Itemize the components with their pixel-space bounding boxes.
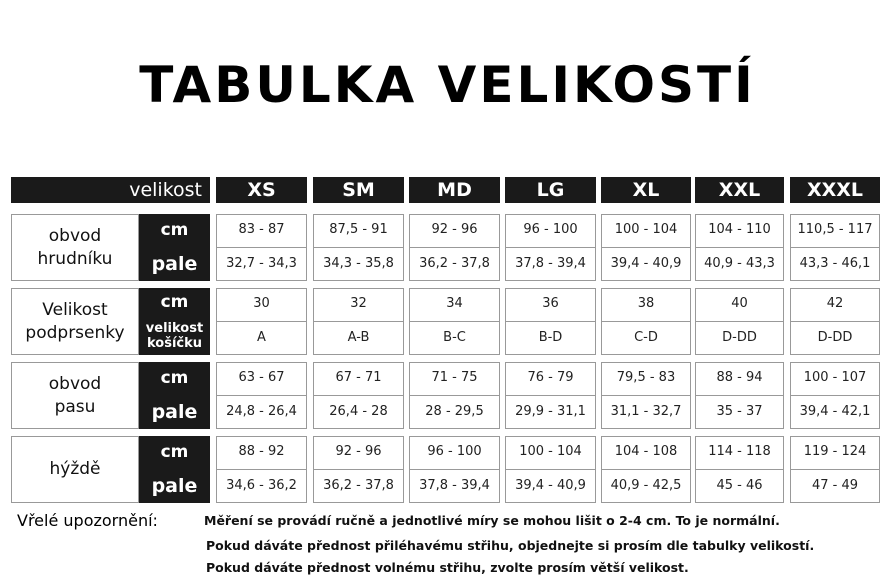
unit-label: cm <box>160 220 189 241</box>
unit-label: cm <box>160 292 189 313</box>
value-top: 119 - 124 <box>803 444 867 459</box>
cell-divider <box>217 247 306 248</box>
cell-divider <box>506 321 595 322</box>
value-bottom: 37,8 - 39,4 <box>515 256 586 271</box>
value-top: 88 - 92 <box>238 444 285 459</box>
note-line-3: Pokud dáváte přednost volnému střihu, zvolte prosím větší velikost. <box>206 560 689 575</box>
value-bottom: D-DD <box>722 330 757 345</box>
row-label <box>11 362 139 429</box>
value-bottom: 34,3 - 35,8 <box>323 256 394 271</box>
value-top: 40 <box>731 296 748 311</box>
unit-label: pale <box>151 474 198 497</box>
value-bottom: 37,8 - 39,4 <box>419 478 490 493</box>
value-top: 92 - 96 <box>335 444 382 459</box>
cell-divider <box>791 395 879 396</box>
value-cell <box>505 436 596 503</box>
value-cell <box>409 436 500 503</box>
value-cell <box>505 288 596 355</box>
cell-divider <box>506 469 595 470</box>
value-cell <box>695 436 784 503</box>
value-bottom: 35 - 37 <box>716 404 763 419</box>
cell-divider <box>410 395 499 396</box>
value-top: 79,5 - 83 <box>616 370 676 385</box>
cell-divider <box>506 395 595 396</box>
size-header-label: velikost <box>11 177 210 203</box>
value-cell <box>313 362 404 429</box>
size-header-xl: XL <box>601 177 691 203</box>
row-label-line: obvod <box>48 225 102 246</box>
value-cell <box>216 436 307 503</box>
value-top: 83 - 87 <box>238 222 285 237</box>
size-header-xxxl: XXXL <box>790 177 880 203</box>
row-label-line: hrudníku <box>37 248 113 269</box>
value-cell <box>216 214 307 281</box>
value-cell <box>313 436 404 503</box>
row-label-line: Velikost <box>42 299 108 320</box>
value-bottom: 39,4 - 42,1 <box>799 404 871 419</box>
cell-divider <box>217 321 306 322</box>
value-cell <box>601 214 691 281</box>
value-top: 114 - 118 <box>708 444 771 459</box>
value-top: 32 <box>350 296 367 311</box>
value-bottom: B-C <box>443 330 466 345</box>
value-cell <box>790 288 880 355</box>
value-bottom: A-B <box>347 330 370 345</box>
cell-divider <box>602 321 690 322</box>
cell-divider <box>791 247 879 248</box>
value-bottom: 43,3 - 46,1 <box>799 256 871 271</box>
size-header-md: MD <box>409 177 500 203</box>
unit-label: velikost košíčku <box>145 320 204 351</box>
value-cell <box>695 214 784 281</box>
value-cell <box>313 288 404 355</box>
value-top: 100 - 104 <box>519 444 582 459</box>
value-cell <box>409 288 500 355</box>
value-cell <box>409 214 500 281</box>
unit-box <box>139 436 210 503</box>
size-header-lg: LG <box>505 177 596 203</box>
value-bottom: 40,9 - 42,5 <box>610 478 682 493</box>
value-cell <box>601 362 691 429</box>
cell-divider <box>217 469 306 470</box>
value-top: 110,5 - 117 <box>797 222 873 237</box>
value-cell <box>790 362 880 429</box>
value-top: 96 - 100 <box>427 444 482 459</box>
value-bottom: 36,2 - 37,8 <box>419 256 490 271</box>
value-top: 104 - 108 <box>614 444 678 459</box>
cell-divider <box>602 247 690 248</box>
value-cell <box>313 214 404 281</box>
value-cell <box>216 288 307 355</box>
cell-divider <box>314 469 403 470</box>
unit-box <box>139 362 210 429</box>
size-header-xs: XS <box>216 177 307 203</box>
unit-box <box>139 288 210 355</box>
unit-label: pale <box>151 252 198 275</box>
value-bottom: 32,7 - 34,3 <box>226 256 297 271</box>
unit-label: cm <box>160 442 189 463</box>
cell-divider <box>696 395 783 396</box>
value-cell <box>695 362 784 429</box>
value-cell <box>601 288 691 355</box>
value-bottom: 47 - 49 <box>811 478 859 493</box>
cell-divider <box>314 395 403 396</box>
value-top: 100 - 107 <box>803 370 867 385</box>
value-top: 87,5 - 91 <box>329 222 388 237</box>
value-bottom: D-DD <box>817 330 853 345</box>
value-bottom: 34,6 - 36,2 <box>226 478 297 493</box>
value-bottom: B-D <box>538 330 563 345</box>
note-line-1: Měření se provádí ručně a jednotlivé míry se mohou lišit o 2-4 cm. To je normální. <box>204 513 780 528</box>
unit-box <box>139 214 210 281</box>
row-label <box>11 436 139 503</box>
value-top: 67 - 71 <box>335 370 382 385</box>
value-bottom: C-D <box>634 330 658 345</box>
row-label <box>11 214 139 281</box>
value-top: 71 - 75 <box>431 370 478 385</box>
value-top: 30 <box>253 296 270 311</box>
value-top: 104 - 110 <box>708 222 771 237</box>
cell-divider <box>410 247 499 248</box>
value-bottom: 29,9 - 31,1 <box>515 404 586 419</box>
page-title: TABULKA VELIKOSTÍ <box>139 56 756 114</box>
value-cell <box>505 362 596 429</box>
value-top: 100 - 104 <box>614 222 678 237</box>
value-top: 92 - 96 <box>431 222 478 237</box>
unit-label: cm <box>160 368 189 389</box>
value-top: 38 <box>637 296 655 311</box>
value-bottom: 26,4 - 28 <box>329 404 388 419</box>
value-cell <box>790 436 880 503</box>
value-bottom: 45 - 46 <box>716 478 763 493</box>
value-top: 63 - 67 <box>238 370 285 385</box>
value-cell <box>790 214 880 281</box>
size-header-xxl: XXL <box>695 177 784 203</box>
value-cell <box>695 288 784 355</box>
value-top: 34 <box>446 296 463 311</box>
value-bottom: 24,8 - 26,4 <box>226 404 297 419</box>
value-bottom: 39,4 - 40,9 <box>610 256 682 271</box>
value-top: 88 - 94 <box>716 370 763 385</box>
row-label-line: podprsenky <box>25 322 125 343</box>
value-bottom: 40,9 - 43,3 <box>704 256 775 271</box>
cell-divider <box>602 395 690 396</box>
value-top: 36 <box>542 296 559 311</box>
note-line-2: Pokud dáváte přednost přiléhavému střihu, objednejte si prosím dle tabulky velikostí. <box>206 538 815 553</box>
unit-label: pale <box>151 400 198 423</box>
cell-divider <box>791 469 879 470</box>
cell-divider <box>602 469 690 470</box>
row-label-line: hýždě <box>49 459 101 479</box>
cell-divider <box>791 321 879 322</box>
cell-divider <box>410 321 499 322</box>
cell-divider <box>696 469 783 470</box>
cell-divider <box>696 247 783 248</box>
cell-divider <box>314 247 403 248</box>
value-bottom: 39,4 - 40,9 <box>515 478 586 493</box>
row-label-line: pasu <box>54 396 96 417</box>
value-top: 96 - 100 <box>523 222 578 237</box>
cell-divider <box>217 395 306 396</box>
note-heading: Vřelé upozornění: <box>17 511 158 530</box>
cell-divider <box>696 321 783 322</box>
cell-divider <box>314 321 403 322</box>
value-cell <box>216 362 307 429</box>
value-bottom: 31,1 - 32,7 <box>610 404 682 419</box>
cell-divider <box>410 469 499 470</box>
value-bottom: 28 - 29,5 <box>425 404 484 419</box>
row-label <box>11 288 139 355</box>
value-top: 76 - 79 <box>527 370 574 385</box>
value-cell <box>505 214 596 281</box>
value-cell <box>601 436 691 503</box>
cell-divider <box>506 247 595 248</box>
value-cell <box>409 362 500 429</box>
row-label-line: obvod <box>48 373 102 394</box>
size-header-sm: SM <box>313 177 404 203</box>
value-bottom: 36,2 - 37,8 <box>323 478 394 493</box>
value-bottom: A <box>257 330 266 345</box>
value-top: 42 <box>826 296 844 311</box>
